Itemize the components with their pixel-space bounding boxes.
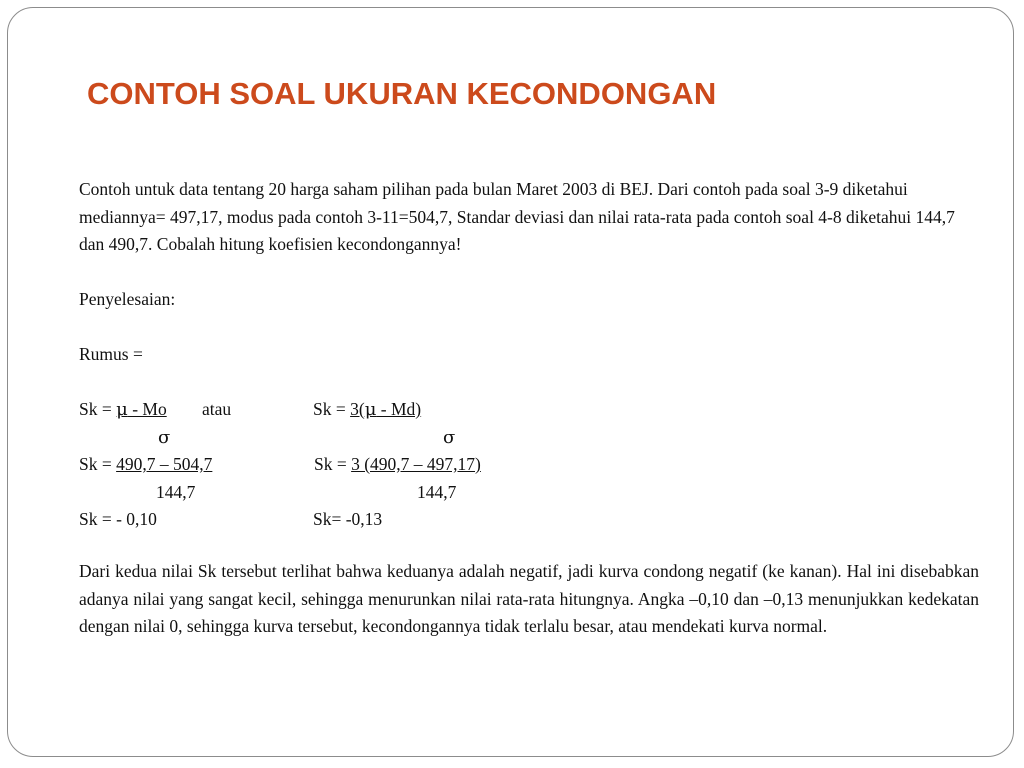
slide-title: CONTOH SOAL UKURAN KECONDONGAN <box>87 76 717 111</box>
calc-mode-denominator: 144,7 <box>156 482 196 502</box>
formula-label: Rumus = <box>79 344 143 364</box>
problem-statement: Contoh untuk data tentang 20 harga saham pilihan pada bulan Maret 2003 di BEJ. Dari contoh pada soal 3-9 diketahui mediannya= 497,17, modus pada contoh 3-11=504,7, Standar deviasi dan nilai rata-rata pada contoh soal 4-8 diketahui 144,7 dan 490,7. Cobalah hitung koefisien kecondongannya! <box>79 179 955 254</box>
formula-mode-numerator: Sk = μ - Mo <box>79 399 167 420</box>
calc-mode-result: Sk = - 0,10 <box>79 509 157 529</box>
calc-median-result: Sk= -0,13 <box>313 509 383 529</box>
formula-mode-numerator-text: μ - Mo <box>116 399 167 420</box>
calc-median-denominator: 144,7 <box>417 482 457 502</box>
calc-median-numerator: Sk = 3 (490,7 – 497,17) <box>314 454 481 474</box>
formula-median-denominator: σ <box>443 427 456 448</box>
formula-or-label: atau <box>202 399 232 419</box>
formula-median-numerator: Sk = 3(μ - Md) <box>313 399 422 420</box>
formula-mode-denominator: σ <box>158 427 171 448</box>
formula-median-numerator-text: 3(μ - Md) <box>350 399 422 420</box>
conclusion-paragraph: Dari kedua nilai Sk tersebut terlihat bahwa keduanya adalah negatif, jadi kurva condong negatif (ke kanan). Hal ini disebabkan adanya nilai yang sangat kecil, sehingga menurunkan nilai rata-rata hitungnya. Angka –0,10 dan –0,13 menunjukkan kedekatan dengan nilai 0, sehingga kurva tersebut, kecondongannya tidak terlalu besar, atau mendekati kurva normal. <box>79 561 979 636</box>
slide-frame <box>7 7 1014 757</box>
solution-label: Penyelesaian: <box>79 289 176 309</box>
calc-mode-numerator: Sk = 490,7 – 504,7 <box>79 454 213 474</box>
